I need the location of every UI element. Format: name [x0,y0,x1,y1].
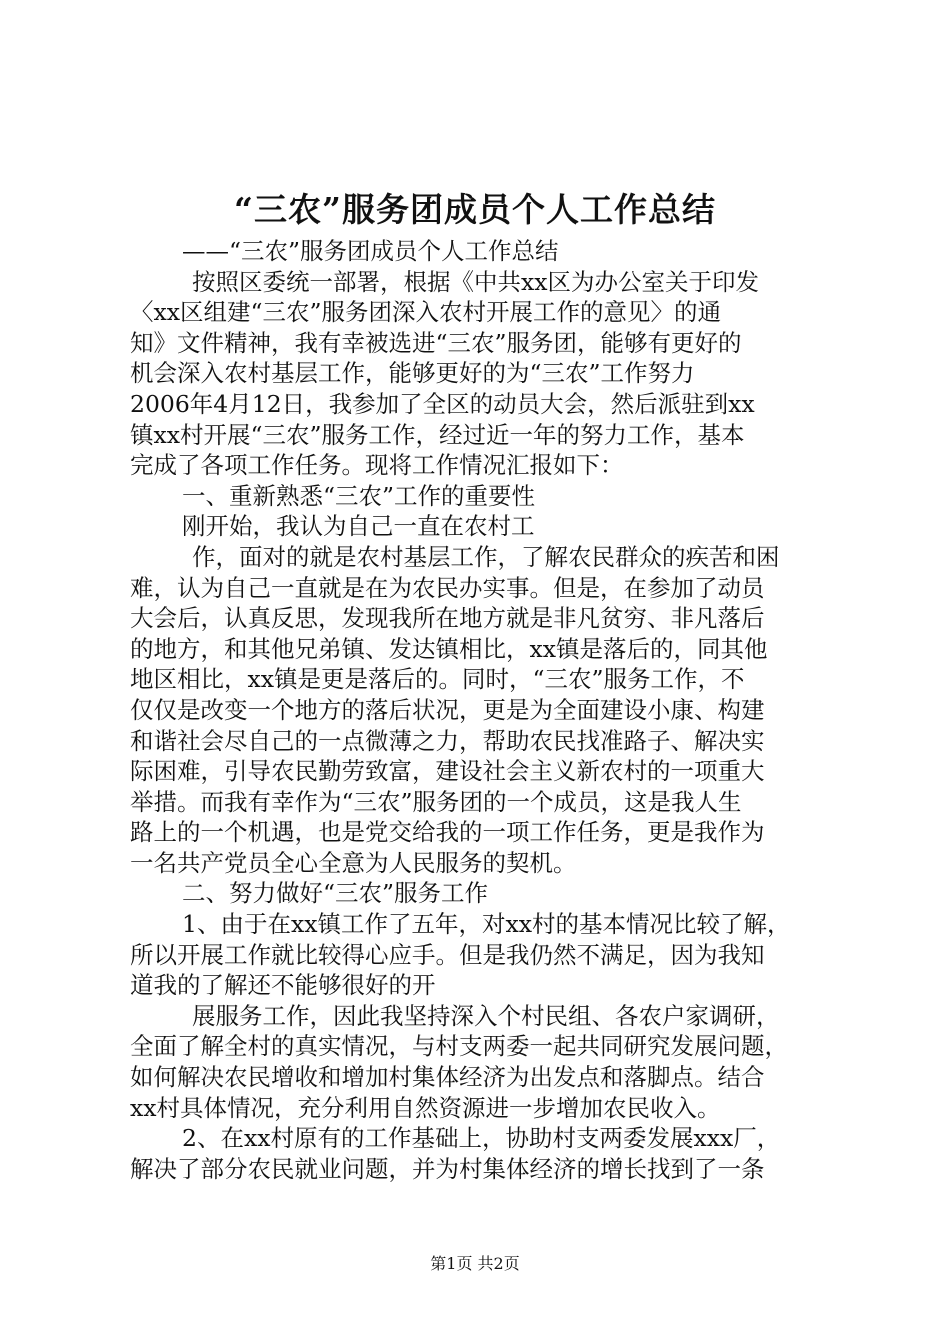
body-line: 所以开展工作就比较得心应手。但是我仍然不满足，因为我知 [130,940,765,969]
document-title: “三农”服务团成员个人工作总结 [234,190,716,229]
body-line: 完成了各项工作任务。现将工作情况汇报如下： [130,451,624,480]
body-line: 知》文件精神，我有幸被选进“三农”服务团，能够有更好的 [130,328,742,357]
body-line: 展服务工作，因此我坚持深入个村民组、各农户家调研， [192,1001,780,1030]
body-line: 全面了解全村的真实情况，与村支两委一起共同研究发展问题， [130,1032,788,1061]
body-line: 际困难，引导农民勤劳致富，建设社会主义新农村的一项重大 [130,757,765,786]
body-line: 举措。而我有幸作为“三农”服务团的一个成员，这是我人生 [130,787,742,816]
body-line: ——“三农”服务团成员个人工作总结 [182,237,559,265]
body-line: 2006年4月12日，我参加了全区的动员大会，然后派驻到xx [130,389,755,418]
body-line: 如何解决农民增收和增加村集体经济为出发点和落脚点。结合 [130,1063,765,1092]
document-body [130,236,830,1184]
body-line: 2、在xx村原有的工作基础上，协助村支两委发展xxx厂， [182,1124,781,1153]
body-line: xx村具体情况，充分利用自然资源进一步增加农民收入。 [130,1093,721,1122]
body-line: 仅仅是改变一个地方的落后状况，更是为全面建设小康、构建 [130,695,765,724]
body-line: 和谐社会尽自己的一点微薄之力，帮助农民找准路子、解决实 [130,726,765,755]
body-line: 难，认为自己一直就是在为农民办实事。但是，在参加了动员 [130,573,765,602]
body-line: 刚开始，我认为自己一直在农村工 [182,512,535,541]
body-line: 的地方，和其他兄弟镇、发达镇相比，xx镇是落后的，同其他 [130,634,768,663]
body-line: 一名共产党员全心全意为人民服务的契机。 [130,848,577,877]
body-line: 〈xx区组建“三农”服务团深入农村开展工作的意见〉的通 [130,298,722,327]
body-line: 解决了部分农民就业问题，并为村集体经济的增长找到了一条 [130,1154,765,1183]
body-line: 路上的一个机遇，也是党交给我的一项工作任务，更是我作为 [130,818,765,847]
body-line: 地区相比，xx镇是更是落后的。同时，“三农”服务工作，不 [130,665,745,694]
body-line: 二、努力做好“三农”服务工作 [182,879,489,908]
body-line: 镇xx村开展“三农”服务工作，经过近一年的努力工作，基本 [130,420,745,449]
body-line: 一、重新熟悉“三农”工作的重要性 [182,481,536,510]
body-line: 大会后，认真反思，发现我所在地方就是非凡贫穷、非凡落后 [130,604,765,633]
body-line: 机会深入农村基层工作，能够更好的为“三农”工作努力 [130,359,695,388]
body-line: 道我的了解还不能够很好的开 [130,971,436,1000]
body-line: 按照区委统一部署，根据《中共xx区为办公室关于印发 [192,267,760,296]
body-line: 1、由于在xx镇工作了五年，对xx村的基本情况比较了解， [182,910,791,939]
page-footer: 第1页 共2页 [430,1254,520,1273]
body-line: 作，面对的就是农村基层工作，了解农民群众的疾苦和困 [192,542,780,571]
